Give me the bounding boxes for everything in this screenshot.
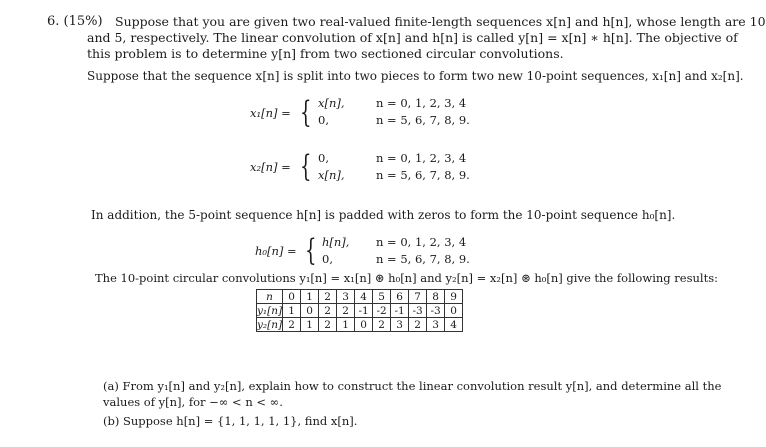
table-cell: -1 <box>391 304 409 318</box>
table-cell: 2 <box>319 290 337 304</box>
table-cell: 2 <box>319 304 337 318</box>
table-cell: 2 <box>319 318 337 332</box>
table-row-y2 <box>257 318 463 332</box>
table-cell: -1 <box>355 304 373 318</box>
x1-case2-value: 0, <box>318 113 329 127</box>
part-a-line-2: values of y[n], for −∞ < n < ∞. <box>103 395 283 409</box>
problem-number: 6. (15%) <box>47 14 103 29</box>
intro-line-1: Suppose that you are given two real-valued finite-length sequences x[n] and h[n], whose length are 10 <box>115 14 766 29</box>
table-cell: 1 <box>337 318 355 332</box>
table-cell: y₂[n] <box>257 318 283 331</box>
h0-case1-condition: n = 0, 1, 2, 3, 4 <box>376 235 467 249</box>
intro-line-3: this problem is to determine y[n] from two sectioned circular convolutions. <box>87 46 564 61</box>
pad-line: In addition, the 5-point sequence h[n] is padded with zeros to form the 10-point sequence h₀[n]. <box>91 208 676 222</box>
table-cell: 5 <box>373 290 391 304</box>
x2-case2-condition: n = 5, 6, 7, 8, 9. <box>376 168 470 182</box>
h0-lhs: h₀[n] = <box>255 244 297 258</box>
h0-brace: { <box>305 233 317 268</box>
table-cell: -3 <box>427 304 445 318</box>
x1-case2-condition: n = 5, 6, 7, 8, 9. <box>376 113 470 127</box>
h0-case2-condition: n = 5, 6, 7, 8, 9. <box>376 252 470 266</box>
table-cell: n <box>257 290 283 304</box>
results-table <box>256 289 463 332</box>
x1-case1-value: x[n], <box>318 96 345 110</box>
table-cell: y₁[n] <box>257 304 283 317</box>
table-cell: 3 <box>391 318 409 332</box>
table-cell: 2 <box>283 318 301 332</box>
table-cell: 0 <box>355 318 373 332</box>
table-cell: 1 <box>301 318 319 332</box>
table-cell: 8 <box>427 290 445 304</box>
table-cell: 6 <box>391 290 409 304</box>
part-b: (b) Suppose h[n] = {1, 1, 1, 1, 1}, find x[n]. <box>103 414 358 428</box>
table-cell: 2 <box>409 318 427 332</box>
table-cell: 7 <box>409 290 427 304</box>
table-cell: 1 <box>283 304 301 318</box>
x2-case2-value: x[n], <box>318 168 345 182</box>
x1-case1-condition: n = 0, 1, 2, 3, 4 <box>376 96 467 110</box>
table-cell: 0 <box>445 304 463 318</box>
part-a-line-1: (a) From y₁[n] and y₂[n], explain how to construct the linear convolution result y[n], and determine all the <box>103 379 722 393</box>
table-cell: 3 <box>427 318 445 332</box>
table-row-n <box>257 290 463 304</box>
x2-lhs: x₂[n] = <box>250 160 291 174</box>
table-cell: 0 <box>301 304 319 318</box>
x1-brace: { <box>300 95 312 130</box>
x1-lhs: x₁[n] = <box>250 106 291 120</box>
table-cell: 4 <box>445 318 463 332</box>
circular-convolution-line: The 10-point circular convolutions y₁[n] = x₁[n] ⊛ h₀[n] and y₂[n] = x₂[n] ⊛ h₀[n] give the following results: <box>95 271 718 285</box>
x2-case1-value: 0, <box>318 151 329 165</box>
table-cell: 3 <box>337 290 355 304</box>
x2-brace: { <box>300 149 312 184</box>
table-row-y1 <box>257 304 463 318</box>
h0-case1-value: h[n], <box>322 235 350 249</box>
h0-case2-value: 0, <box>322 252 333 266</box>
table-cell: -3 <box>409 304 427 318</box>
table-cell: 2 <box>337 304 355 318</box>
table-cell: 0 <box>283 290 301 304</box>
table-cell: 2 <box>373 318 391 332</box>
table-cell: -2 <box>373 304 391 318</box>
table-cell: 4 <box>355 290 373 304</box>
x2-case1-condition: n = 0, 1, 2, 3, 4 <box>376 151 467 165</box>
split-line: Suppose that the sequence x[n] is split into two pieces to form two new 10-point sequences, x₁[n] and x₂[n]. <box>87 69 744 83</box>
table-cell: 1 <box>301 290 319 304</box>
table-cell: 9 <box>445 290 463 304</box>
intro-line-2: and 5, respectively. The linear convolution of x[n] and h[n] is called y[n] = x[n] ∗ h[n]. The objective of <box>87 30 738 45</box>
